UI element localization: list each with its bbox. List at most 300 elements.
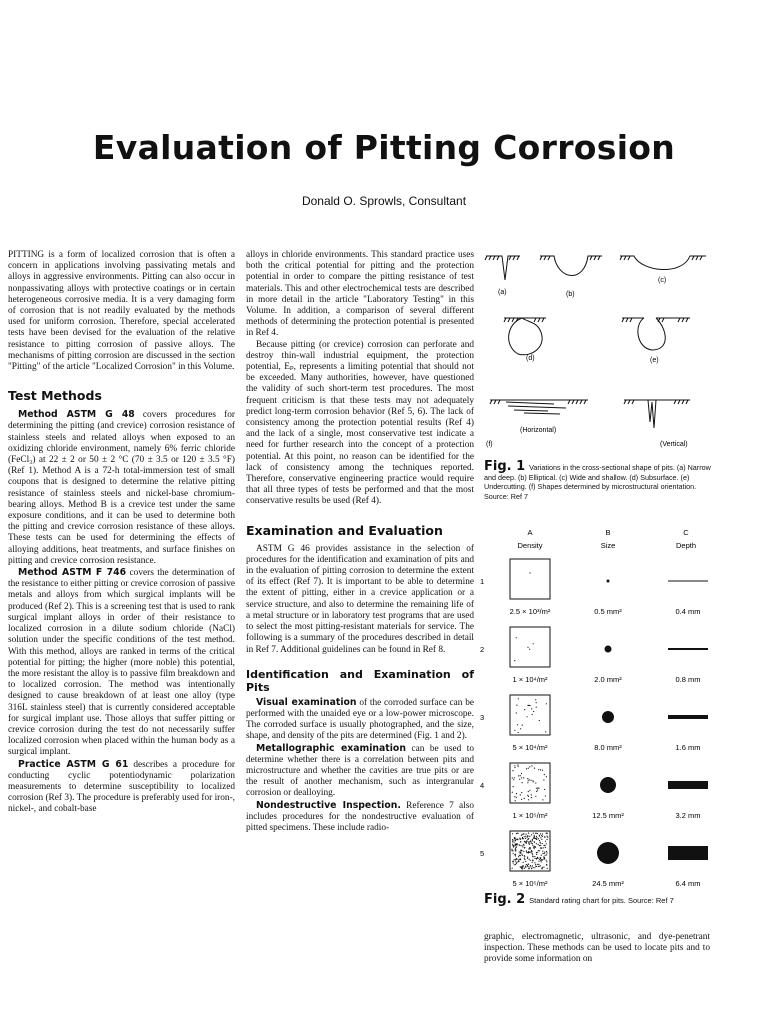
fig2-density-dot (525, 834, 526, 835)
paragraph-metallographic (246, 743, 474, 800)
fig2-density-dot (521, 866, 522, 867)
fig2-density-dot (523, 777, 524, 778)
fig2-density-dot (532, 840, 533, 841)
fig2-density-dot (531, 868, 532, 869)
fig2-density-dot (544, 837, 545, 838)
surface-hatch-b (540, 256, 600, 260)
fig2-density-box (510, 627, 550, 667)
fig2-density-dot (530, 848, 531, 849)
fig2-density-dot (544, 857, 545, 858)
fig2-density-dot (532, 714, 533, 715)
fig2-density-dot (515, 800, 516, 801)
fig2-density-dot (524, 856, 525, 857)
fig2-density-dot (534, 867, 535, 868)
fig2-density-dot (520, 866, 521, 867)
text-ndi: Reference 7 also includes procedures for the nondestructive evaluation of pitted specimens. These include radio- (246, 800, 474, 833)
fig2-density-dot (520, 852, 521, 853)
fig2-density-dot (540, 860, 541, 861)
fig2-density-dot (536, 852, 537, 853)
fig2-density-dot (525, 836, 526, 837)
fig2-density-dot (522, 846, 523, 847)
fig2-density-dot (522, 834, 523, 835)
fig2-density-dot (529, 649, 530, 650)
fig2-density-dot (516, 712, 517, 713)
fig2-density-dot (538, 769, 539, 770)
fig2-density-dot (524, 709, 525, 710)
fig2-row-number: 1 (480, 577, 485, 586)
author-line: Donald O. Sprowls, Consultant (301, 194, 467, 208)
fig2-size-label: 12.5 mm² (592, 811, 624, 820)
fig2-density-dot (519, 851, 520, 852)
fig1-label-f: (f) (486, 441, 493, 448)
fig2-density-dot (536, 707, 537, 708)
fig2-density-dot (545, 731, 546, 732)
fig2-depth-bar (668, 846, 708, 860)
fig2-density-dot (530, 780, 531, 781)
figure-1-pit-shapes (484, 250, 710, 460)
fig2-row-number: 2 (480, 645, 485, 654)
fig2-density-dot (517, 839, 518, 840)
fig2-density-dot (512, 833, 513, 834)
fig2-density-dot (520, 794, 521, 795)
fig2-density-dot (538, 838, 539, 839)
fig1-label-e: (e) (650, 357, 659, 364)
fig2-density-dot (532, 865, 533, 866)
fig2-density-dot (546, 703, 547, 704)
fig2-density-dot (513, 842, 514, 843)
fig2-density-dot (525, 838, 526, 839)
fig2-density-dot (512, 845, 513, 846)
pit-shape-f-vertical (648, 400, 656, 428)
fig2-density-dot (534, 842, 535, 843)
fig2-density-dot (519, 859, 520, 860)
fig2-density-dot (538, 850, 539, 851)
fig2-density-dot (540, 842, 541, 843)
fig2-density-dot (528, 841, 529, 842)
fig2-depth-bar (668, 781, 708, 789)
fig2-density-dot (529, 847, 530, 848)
fig2-density-dot (512, 770, 513, 771)
fig2-density-dot (515, 849, 516, 850)
pit-shape-d (509, 318, 543, 355)
fig2-depth-bar (668, 648, 708, 650)
fig2-density-dot (522, 837, 523, 838)
fig2-density-dot (529, 836, 530, 837)
fig2-density-dot (514, 767, 515, 768)
fig2-density-dot (522, 838, 523, 839)
fig2-density-dot (520, 841, 521, 842)
fig2-density-dot (542, 859, 543, 860)
fig2-density-dot (516, 862, 517, 863)
runin-astm-g61: Practice ASTM G 61 (18, 758, 129, 770)
fig2-density-dot (521, 773, 522, 774)
fig2-depth-label: 0.8 mm (675, 675, 701, 684)
fig2-density-dot (538, 861, 539, 862)
fig2-density-dot (512, 850, 513, 851)
fig2-density-dot (544, 789, 545, 790)
fig2-density-dot (514, 796, 515, 797)
fig2-depth-bar (668, 581, 708, 582)
fig2-density-label: 1 × 10⁵/m² (512, 811, 548, 820)
fig2-density-dot (545, 841, 546, 842)
fig2-density-dot (529, 572, 530, 573)
fig2-density-dot (547, 868, 548, 869)
fig2-density-dot (541, 839, 542, 840)
fig2-density-dot (546, 843, 547, 844)
fig2-density-dot (544, 774, 545, 775)
fig2-density-dot (540, 833, 541, 834)
fig2-density-dot (516, 797, 517, 798)
fig2-density-dot (534, 847, 535, 848)
figure-1-number: Fig. 1 (484, 459, 526, 474)
fig2-density-dot (537, 864, 538, 865)
fig2-density-dot (543, 847, 544, 848)
fig2-density-dot (523, 844, 524, 845)
fig2-density-dot (513, 853, 514, 854)
fig2-density-dot (518, 775, 519, 776)
fig2-density-dot (542, 799, 543, 800)
pit-shape-e (638, 318, 665, 350)
fig2-density-dot (516, 705, 517, 706)
fig2-density-dot (535, 858, 536, 859)
fig2-density-dot (527, 837, 528, 838)
fig2-row-number: 4 (480, 781, 485, 790)
fig2-density-dot (546, 860, 547, 861)
fig2-density-dot (520, 838, 521, 839)
fig2-density-dot (512, 840, 513, 841)
fig2-density-dot (542, 770, 543, 771)
fig2-size-label: 0.5 mm² (594, 607, 622, 616)
fig2-density-dot (528, 791, 529, 792)
fig2-density-dot (515, 840, 516, 841)
fig2-density-dot (514, 859, 515, 860)
fig2-density-dot (542, 853, 543, 854)
fig2-density-dot (543, 779, 544, 780)
fig2-size-label: 24.5 mm² (592, 879, 624, 888)
fig2-density-dot (528, 780, 529, 781)
fig2-density-dot (521, 868, 522, 869)
fig2-density-box (510, 559, 550, 599)
fig2-density-dot (533, 711, 534, 712)
fig2-density-dot (530, 840, 531, 841)
fig2-density-dot (526, 850, 527, 851)
fig2-density-dot (537, 787, 538, 788)
fig2-density-dot (529, 790, 530, 791)
column-2 (246, 250, 474, 834)
fig2-density-dot (520, 850, 521, 851)
fig2-density-dot (539, 840, 540, 841)
fig2-density-dot (543, 867, 544, 868)
fig2-density-dot (540, 837, 541, 838)
fig2-density-dot (522, 725, 523, 726)
fig2-density-dot (531, 708, 532, 709)
fig2-density-dot (544, 845, 545, 846)
fig2-density-dot (524, 859, 525, 860)
fig2-density-dot (521, 799, 522, 800)
fig2-density-dot (527, 841, 528, 842)
fig2-density-dot (524, 847, 525, 848)
fig2-density-dot (535, 699, 536, 700)
fig2-density-dot (539, 850, 540, 851)
fig2-density-dot (519, 838, 520, 839)
fig2-density-dot (528, 768, 529, 769)
fig2-size-dot (597, 842, 619, 864)
fig2-density-dot (536, 833, 537, 834)
fig2-density-dot (536, 866, 537, 867)
fig2-density-dot (542, 867, 543, 868)
fig2-density-dot (547, 839, 548, 840)
fig2-density-dot (541, 868, 542, 869)
fig2-density-dot (542, 843, 543, 844)
fig2-density-dot (528, 796, 529, 797)
fig2-density-dot (534, 838, 535, 839)
fig2-density-dot (516, 846, 517, 847)
fig2-density-dot (527, 782, 528, 783)
fig2-density-dot (537, 857, 538, 858)
paragraph-ndi (246, 800, 474, 835)
fig2-density-dot (546, 865, 547, 866)
fig2-density-dot (517, 764, 518, 765)
intro-paragraph: PITTING is a form of localized corrosion that is often a concern in applications involving passivating metals and alloys in aggressive environments. Pitting can also occur in nonpassivating alloys with protective coatings or in certain heterogeneous corrosive media. It is a very damaging form of corrosion that is not readily evaluated by the methods used for uniform corrosion. Therefore, special accelerated tests have been devised for the evaluation of the relative resistance to pitting corrosion of passive alloys. The mechanisms of pitting corrosion are discussed in the section "Pitting" of the article "Localized Corrosion" in this Volume. (8, 250, 235, 373)
fig2-density-dot (512, 844, 513, 845)
fig1-label-c: (c) (658, 277, 667, 284)
fig2-density-dot (538, 788, 539, 789)
fig2-density-dot (520, 728, 521, 729)
fig2-density-label: 1 × 10⁴/m² (512, 675, 548, 684)
fig2-density-dot (533, 833, 534, 834)
fig2-density-label: 5 × 10⁴/m² (512, 743, 548, 752)
fig2-col-letter-b: B (605, 528, 611, 537)
fig2-density-dot (546, 833, 547, 834)
fig2-density-dot (516, 833, 517, 834)
fig2-density-dot (544, 858, 545, 859)
fig2-density-dot (532, 856, 533, 857)
fig2-density-dot (526, 852, 527, 853)
fig2-density-dot (541, 835, 542, 836)
fig2-density-dot (534, 856, 535, 857)
fig2-density-dot (528, 833, 529, 834)
fig2-density-dot (514, 660, 515, 661)
heading-test-methods: Test Methods (8, 388, 102, 404)
fig2-density-dot (540, 865, 541, 866)
fig2-density-dot (533, 781, 534, 782)
fig2-density-dot (529, 779, 530, 780)
fig2-density-dot (546, 835, 547, 836)
fig2-density-dot (517, 833, 518, 834)
fig2-density-dot (532, 862, 533, 863)
fig2-density-dot (515, 847, 516, 848)
text-astm-g48: covers procedures for determining the pitting (and crevice) corrosion resistance of stainless steels and related alloys when exposed to an oxidizing chloride environment, namely 6% ferric chloride (FeCl₃) at 22 ± 2 or 50 ± 2 °C (70 ± 3.5 or 120 ± 3.5 °F) (Ref 1). Method A is a 72-h total-immersion test of small coupons that is designed to determine the relative pitting resistance of stainless steels and nickel-base chromium-bearing alloys. Method B is a crevice test under the same exposure conditions, and it can be used to determine both the pitting and crevice corrosion resistance of these alloys. These tests can be used for determining the effects of alloying additions, heat treatments, and surface finishes on pitting and crevice corrosion resistance. (8, 410, 235, 566)
fig2-density-dot (536, 839, 537, 840)
fig2-density-dot (513, 861, 514, 862)
text-visual: of the corroded surface can be performed with the unaided eye or a low-power microscope. The corroded surface is usually photographed, and the size, shape, and density of the pits are determined (Fig. 1 and 2). (246, 697, 474, 742)
figure-2-number: Fig. 2 (484, 892, 526, 907)
fig2-density-dot (535, 864, 536, 865)
fig2-density-dot (524, 868, 525, 869)
fig2-density-dot (538, 864, 539, 865)
fig2-density-dot (539, 845, 540, 846)
figure-2-caption-text: Standard rating chart for pits. Source: Ref 7 (529, 896, 674, 905)
fig2-density-dot (536, 702, 537, 703)
fig2-density-dot (545, 847, 546, 848)
fig2-col-name-size: Size (600, 541, 616, 550)
paragraph-astm-f746 (8, 567, 235, 758)
fig2-density-dot (525, 866, 526, 867)
fig2-density-dot (523, 833, 524, 834)
fig2-density-dot (528, 705, 529, 706)
fig2-density-dot (514, 765, 515, 766)
fig2-density-dot (531, 765, 532, 766)
fig2-density-dot (518, 766, 519, 767)
fig2-density-dot (528, 866, 529, 867)
fig2-size-dot (607, 580, 610, 583)
heading-examination-evaluation: Examination and Evaluation (246, 522, 443, 538)
fig2-density-dot (536, 858, 537, 859)
fig2-depth-label: 0.4 mm (675, 607, 701, 616)
fig2-density-dot (511, 849, 512, 850)
fig2-density-dot (519, 844, 520, 845)
fig2-density-dot (512, 839, 513, 840)
fig2-density-dot (518, 861, 519, 862)
fig2-density-dot (516, 839, 517, 840)
fig2-density-dot (515, 850, 516, 851)
fig2-density-dot (514, 864, 515, 865)
fig2-density-dot (512, 841, 513, 842)
fig2-density-dot (542, 851, 543, 852)
fig2-density-dot (512, 792, 513, 793)
runin-metallographic: Metallographic examination (256, 742, 406, 754)
fig1-label-b: (b) (566, 291, 575, 298)
fig2-density-dot (521, 792, 522, 793)
fig2-density-dot (521, 845, 522, 846)
fig2-density-dot (515, 864, 516, 865)
fig2-density-dot (536, 836, 537, 837)
fig2-density-dot (532, 860, 533, 861)
fig2-size-dot (605, 646, 612, 653)
fig2-density-dot (522, 855, 523, 856)
fig2-density-dot (541, 848, 542, 849)
fig2-density-dot (529, 766, 530, 767)
fig2-density-dot (526, 768, 527, 769)
fig2-density-dot (546, 851, 547, 852)
fig2-density-dot (528, 799, 529, 800)
fig2-density-box (510, 695, 550, 735)
fig2-density-dot (539, 835, 540, 836)
fig2-density-dot (514, 838, 515, 839)
paragraph-astm-g46: ASTM G 46 provides assistance in the selection of procedures for the identification and examination of pits and in the evaluation of pitting corrosion to determine the extent of its effect (Ref 7). It is important to be able to determine the extent of pitting, either in a crevice application or a service structure, and also to determine the remaining life of a metal structure or in laboratory test programs that are used to select the most pitting-resistant materials for service. The following is a summary of the procedures described in detail in Ref 7. Additional guidelines can be found in Ref 8. (246, 543, 474, 655)
fig2-row-number: 5 (480, 849, 485, 858)
fig2-density-dot (523, 851, 524, 852)
fig2-density-dot (547, 837, 548, 838)
fig2-density-dot (526, 864, 527, 865)
heading-identification: Identification and Examination of Pits (246, 667, 474, 694)
fig2-density-dot (518, 860, 519, 861)
fig2-density-dot (512, 777, 513, 778)
fig2-col-letter-c: C (683, 528, 689, 537)
fig1-label-vertical: (Vertical) (660, 441, 688, 448)
fig2-density-dot (543, 856, 544, 857)
runin-visual: Visual examination (256, 696, 357, 708)
fig2-density-dot (524, 858, 525, 859)
runin-ndi: Nondestructive Inspection. (256, 799, 401, 811)
fig2-density-dot (516, 637, 517, 638)
fig2-density-dot (523, 866, 524, 867)
fig2-density-dot (540, 769, 541, 770)
fig2-col-letter-a: A (527, 528, 533, 537)
fig2-density-label: 2.5 × 10³/m² (509, 607, 551, 616)
fig2-density-dot (542, 833, 543, 834)
fig2-density-dot (536, 791, 537, 792)
fig2-density-dot (524, 798, 525, 799)
fig2-density-dot (532, 839, 533, 840)
fig2-density-dot (546, 852, 547, 853)
fig2-density-dot (514, 837, 515, 838)
fig2-density-dot (513, 862, 514, 863)
fig2-density-dot (531, 794, 532, 795)
runin-astm-f746: Method ASTM F 746 (18, 567, 127, 579)
text-metallographic: can be used to determine whether there is a correlation between pits and microstructure and whether the cavities are true pits or are the result of another mechanism, such as intergranular corrosion or dealloying. (246, 743, 474, 799)
fig2-density-dot (530, 860, 531, 861)
article-title: Evaluation of Pitting Corrosion (92, 128, 676, 167)
fig2-density-dot (521, 854, 522, 855)
fig2-density-dot (536, 837, 537, 838)
pit-shape-a (486, 256, 520, 280)
fig2-density-dot (546, 776, 547, 777)
fig2-size-dot (600, 777, 616, 793)
fig2-density-dot (523, 862, 524, 863)
fig2-density-dot (520, 858, 521, 859)
paragraph-chloride: alloys in chloride environments. This standard practice uses both the critical potential for pitting and the protection potential in order to compare the pitting resistance of test materials. This and other electrochemical tests are described in more detail in the article "Laboratory Testing" in this Volume. In addition, a comparison of several different methods of determining the protection potential is presented in Ref 4. (246, 250, 474, 339)
fig2-density-dot (527, 866, 528, 867)
fig2-density-label: 5 × 10⁵/m² (512, 879, 548, 888)
fig2-density-dot (524, 836, 525, 837)
fig2-density-dot (520, 775, 521, 776)
fig2-density-dot (518, 856, 519, 857)
fig2-density-dot (538, 866, 539, 867)
fig2-density-dot (514, 777, 515, 778)
fig2-density-dot (541, 861, 542, 862)
fig2-density-dot (516, 843, 517, 844)
fig2-density-dot (530, 866, 531, 867)
fig2-density-dot (515, 859, 516, 860)
figure-2-caption (484, 892, 714, 907)
fig2-density-dot (534, 848, 535, 849)
fig2-density-dot (529, 868, 530, 869)
fig2-density-dot (516, 793, 517, 794)
fig2-density-dot (529, 859, 530, 860)
fig2-density-dot (531, 850, 532, 851)
fig2-density-dot (515, 845, 516, 846)
fig2-density-dot (533, 867, 534, 868)
fig2-density-dot (537, 790, 538, 791)
fig2-density-dot (536, 843, 537, 844)
fig2-density-dot (521, 777, 522, 778)
paragraph-protection-potential: Because pitting (or crevice) corrosion can perforate and destroy thin-wall industrial equipment, the protection potential, Eₚ, represents a limiting potential that should not be exceeded. Many authorities, however, have questioned the validity of such short-term test procedures. The most frequent criticism is that these tests may not adequately predict long-term corrosion behavior (Ref 5, 6). The lack of consistency among the protection potential results (Ref 4) and the lack of a single, most conservative test indicate a need for further research into the concept of a protection potential. At this point, no reason can be identified for the lack of consistency among the techniques reported. Therefore, conservative engineering practice would require that all three types of tests be performed and that the most conservative results be used (Ref 4). (246, 339, 474, 507)
fig2-density-dot (514, 854, 515, 855)
fig2-density-dot (540, 857, 541, 858)
text-astm-f746: covers the determination of the resistance to either pitting or crevice corrosion of passive metals and alloys from which surgical implants will be produced (Ref 2). This is a screening test that is used to rank surgical implant alloys in order of their resistance to localized corrosion in a dilute sodium chloride (NaCl) solution under the specific conditions of the test method. With this method, alloys are ranked in terms of the critical potential for pitting; the higher (more noble) this potential, the more resistant the alloy is to passive film breakdown and to localized corrosion. The method was intentionally designed to cause breakdown of at least one alloy (type 316L stainless steel) that is currently considered acceptable for surgical implant use. Those alloys that suffer pitting or crevice corrosion during the test do not necessarily suffer localized corrosion when placed within the human body as a surgical implant. (8, 568, 235, 758)
fig2-density-dot (513, 786, 514, 787)
fig2-density-dot (515, 855, 516, 856)
fig2-density-dot (539, 720, 540, 721)
paragraph-visual (246, 697, 474, 743)
fig2-density-dot (515, 860, 516, 861)
fig2-density-dot (533, 643, 534, 644)
fig1-label-horizontal: (Horizontal) (520, 427, 557, 434)
fig2-density-dot (531, 834, 532, 835)
fig2-col-name-depth: Depth (675, 541, 697, 550)
fig2-density-dot (523, 838, 524, 839)
